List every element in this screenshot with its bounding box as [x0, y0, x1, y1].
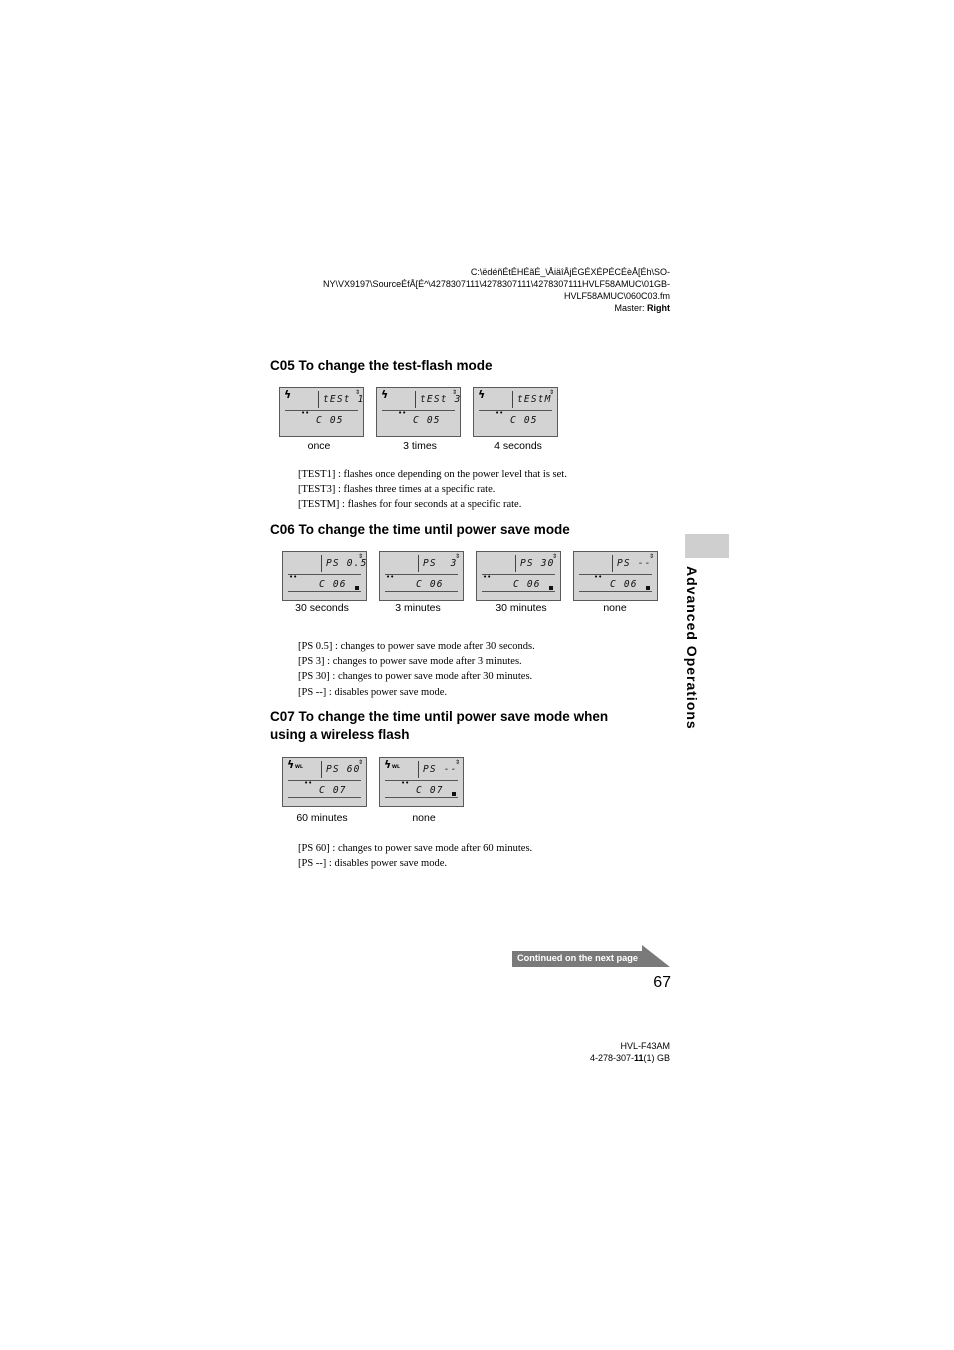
- lcd-top-value: PS 3: [423, 558, 458, 569]
- path-line-2: NY\VX9197\SourceÉfÅ[É^\4278307111\4278307111\4278307111HVLF58AMUC\01GB-: [323, 279, 670, 289]
- desc-line: [PS 3] : changes to power save mode after 3 minutes.: [298, 656, 522, 668]
- desc-line: [TEST3] : flashes three times at a specific rate.: [298, 484, 496, 496]
- dots-icon: ••: [483, 573, 492, 581]
- lcd-top-value: tEStM: [517, 394, 552, 405]
- flash-icon: ϟ: [384, 758, 392, 771]
- lcd-bottom-value: C 07: [416, 785, 444, 796]
- lcd-top-value: PS 0.5: [326, 558, 368, 569]
- flash-icon: ϟ: [478, 388, 486, 401]
- desc-line: [TEST1] : flashes once depending on the power level that is set.: [298, 469, 567, 480]
- lcd-bottom-value: C 05: [510, 415, 538, 426]
- lcd-bottom-value: C 06: [513, 579, 541, 590]
- wl-tag: WL: [392, 765, 400, 770]
- lcd-panel-c06-psnone: [573, 551, 658, 601]
- lcd-top-value: PS --: [423, 764, 458, 775]
- dots-icon: ••: [289, 573, 298, 581]
- caption: 30 seconds: [295, 602, 349, 614]
- updown-icon: ⇕: [648, 553, 654, 560]
- desc-line: [PS --] : disables power save mode.: [298, 858, 448, 870]
- c07-heading-line2: using a wireless flash: [270, 727, 410, 742]
- lcd-panel-c06-ps3: [379, 551, 464, 601]
- lcd-top-value: PS 30: [520, 558, 555, 569]
- dots-icon: ••: [401, 779, 410, 787]
- model-name: HVL-F43AM: [620, 1041, 670, 1051]
- lcd-bottom-value: C 05: [316, 415, 344, 426]
- lcd-panel-c07-ps60: [282, 757, 367, 807]
- lcd-bottom-value: C 06: [610, 579, 638, 590]
- desc-line: [PS 30] : changes to power save mode after 30 minutes.: [298, 671, 533, 683]
- caption: once: [307, 440, 331, 452]
- c07-heading-line1: C07 To change the time until power save mode when: [270, 709, 609, 724]
- dots-icon: ••: [304, 779, 313, 787]
- caption: 3 times: [403, 440, 437, 452]
- lcd-panel-c07-psnone: [379, 757, 464, 807]
- continued-banner: [512, 945, 670, 967]
- dots-icon: ••: [301, 409, 310, 417]
- lcd-bottom-value: C 06: [319, 579, 347, 590]
- master-value: Right: [647, 303, 670, 313]
- updown-icon: ⇕: [551, 553, 557, 560]
- part-code: [590, 1052, 670, 1064]
- caption: 30 minutes: [495, 602, 547, 614]
- indicator-block: [646, 586, 650, 590]
- caption: 60 minutes: [296, 812, 348, 824]
- updown-icon: ⇕: [548, 389, 554, 396]
- caption: none: [603, 602, 627, 614]
- indicator-block: [452, 792, 456, 796]
- code-suffix: (1) GB: [643, 1053, 670, 1063]
- path-line-3: HVLF58AMUC\060C03.fm: [563, 291, 670, 301]
- wl-tag: WL: [295, 765, 303, 770]
- c05-heading: C05 To change the test-flash mode: [270, 358, 493, 373]
- updown-icon: ⇕: [454, 553, 460, 560]
- section-tab-marker: [685, 534, 729, 558]
- updown-icon: ⇕: [451, 389, 457, 396]
- desc-line: [PS --] : disables power save mode.: [298, 686, 448, 698]
- caption: 3 minutes: [395, 602, 441, 614]
- code-prefix: 4-278-307-: [589, 1053, 634, 1063]
- lcd-bottom-value: C 07: [319, 785, 347, 796]
- lcd-panel-c06-ps05: [282, 551, 367, 601]
- lcd-top-value: tESt 3: [420, 394, 462, 405]
- c05-description: [298, 467, 567, 513]
- lcd-panel-c05-testm: [473, 387, 558, 437]
- section-tab-label: Advanced Operations: [684, 566, 700, 730]
- dots-icon: ••: [594, 573, 603, 581]
- lcd-bottom-value: C 05: [413, 415, 441, 426]
- updown-icon: ⇕: [454, 759, 460, 766]
- master-line: [250, 302, 670, 314]
- footer-model-info: [590, 1040, 670, 1064]
- flash-icon: ϟ: [381, 388, 389, 401]
- lcd-bottom-value: C 06: [416, 579, 444, 590]
- lcd-panel-c06-ps30: [476, 551, 561, 601]
- path-line-1: C:\ëdéñÉtÉHÉãÉ_\ÅiäîÅjÉGÉXÉPÉCÉèÅ[Éh\SO-: [470, 267, 670, 277]
- c06-description: [298, 639, 535, 700]
- caption: 4 seconds: [494, 440, 542, 452]
- master-label: Master:: [614, 303, 647, 313]
- updown-icon: ⇕: [354, 389, 360, 396]
- c07-heading: [270, 708, 608, 744]
- lcd-top-value: PS --: [617, 558, 652, 569]
- page-number: 67: [653, 974, 671, 991]
- c07-description: [298, 841, 532, 871]
- caption: none: [412, 812, 436, 824]
- lcd-panel-c05-test3: [376, 387, 461, 437]
- updown-icon: ⇕: [357, 759, 363, 766]
- lcd-top-value: tESt 1: [323, 394, 365, 405]
- desc-line: [TESTM] : flashes for four seconds at a specific rate.: [298, 499, 522, 511]
- desc-line: [PS 0.5] : changes to power save mode after 30 seconds.: [298, 641, 535, 652]
- flash-icon: ϟ: [287, 758, 295, 771]
- flash-icon: ϟ: [284, 388, 292, 401]
- updown-icon: ⇕: [357, 553, 363, 560]
- lcd-panel-c05-test1: [279, 387, 364, 437]
- c06-heading: C06 To change the time until power save mode: [270, 522, 570, 537]
- continued-text: Continued on the next page: [517, 953, 638, 963]
- indicator-block: [355, 586, 359, 590]
- dots-icon: ••: [495, 409, 504, 417]
- dots-icon: ••: [386, 573, 395, 581]
- dots-icon: ••: [398, 409, 407, 417]
- desc-line: [PS 60] : changes to power save mode after 60 minutes.: [298, 843, 533, 854]
- indicator-block: [549, 586, 553, 590]
- lcd-top-value: PS 60: [326, 764, 361, 775]
- file-path-header: [250, 266, 670, 314]
- code-bold: 11: [633, 1053, 644, 1063]
